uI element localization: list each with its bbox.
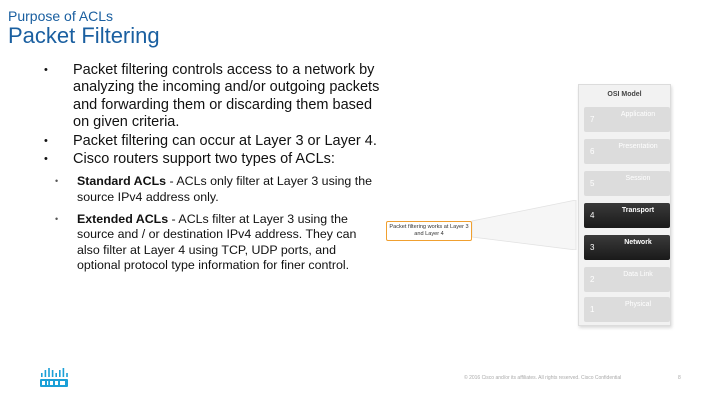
layer-name: Data Link bbox=[623, 271, 653, 278]
bullet-item: • Cisco routers support two types of ACLs: bbox=[40, 151, 380, 168]
sub-bullet-standard bbox=[40, 174, 380, 205]
osi-model-title: OSI Model bbox=[607, 91, 642, 98]
bullet-list bbox=[40, 62, 380, 274]
layer-name: Application bbox=[620, 111, 656, 118]
osi-layer-transport bbox=[584, 203, 670, 228]
osi-layer-data-link bbox=[584, 267, 670, 292]
sub-bullet-text: - ACLs only filter at Layer 3 using the source IPv4 address only. bbox=[77, 174, 372, 205]
sub-bullet-term: Standard ACLs bbox=[77, 174, 167, 189]
page-number: 8 bbox=[678, 375, 681, 381]
bullet-item: • Packet filtering controls access to a network by analyzing the incoming and/or outgoing packets and forwarding them or discarding them based on given criteria. bbox=[40, 62, 380, 132]
layer-number: 6 bbox=[590, 147, 595, 156]
osi-model-diagram bbox=[578, 84, 671, 326]
bullet-item: • Packet filtering can occur at Layer 3 or Layer 4. bbox=[40, 133, 380, 150]
sub-bullet-text: - ACLs filter at Layer 3 using the source and / or destination IPv4 address. They can also filter at Layer 4 using TCP, UDP ports, and optional protocol type information for finer control. bbox=[77, 211, 357, 273]
slide-subtitle: Purpose of ACLs bbox=[8, 8, 114, 24]
osi-layer-network bbox=[584, 235, 670, 260]
osi-layer-application bbox=[584, 107, 670, 132]
layer-number: 3 bbox=[590, 243, 595, 252]
osi-layer-session bbox=[584, 171, 670, 196]
callout-arrow-icon bbox=[470, 200, 582, 250]
layer-number: 4 bbox=[590, 211, 595, 220]
osi-layer-physical bbox=[584, 297, 670, 322]
layer-number: 5 bbox=[590, 179, 595, 188]
layer-name: Network bbox=[624, 239, 652, 246]
layer-number: 1 bbox=[590, 305, 595, 314]
layer-name: Physical bbox=[624, 301, 652, 308]
cisco-logo-icon bbox=[40, 368, 68, 388]
layer-name: Transport bbox=[621, 207, 655, 214]
layer-number: 2 bbox=[590, 275, 595, 284]
slide-title: Packet Filtering bbox=[8, 23, 160, 48]
layer-name: Presentation bbox=[618, 143, 658, 150]
sub-bullet-extended bbox=[40, 212, 380, 274]
layer-number: 7 bbox=[590, 115, 595, 124]
osi-layer-presentation bbox=[584, 139, 670, 164]
layer-name: Session bbox=[625, 175, 651, 182]
footer-copyright: © 2016 Cisco and/or its affiliates. All rights reserved. Cisco Confidential bbox=[464, 375, 622, 381]
sub-bullet-term: Extended ACLs bbox=[77, 211, 169, 226]
packet-filtering-callout: Packet filtering works at Layer 3 and Layer 4 bbox=[386, 221, 472, 241]
